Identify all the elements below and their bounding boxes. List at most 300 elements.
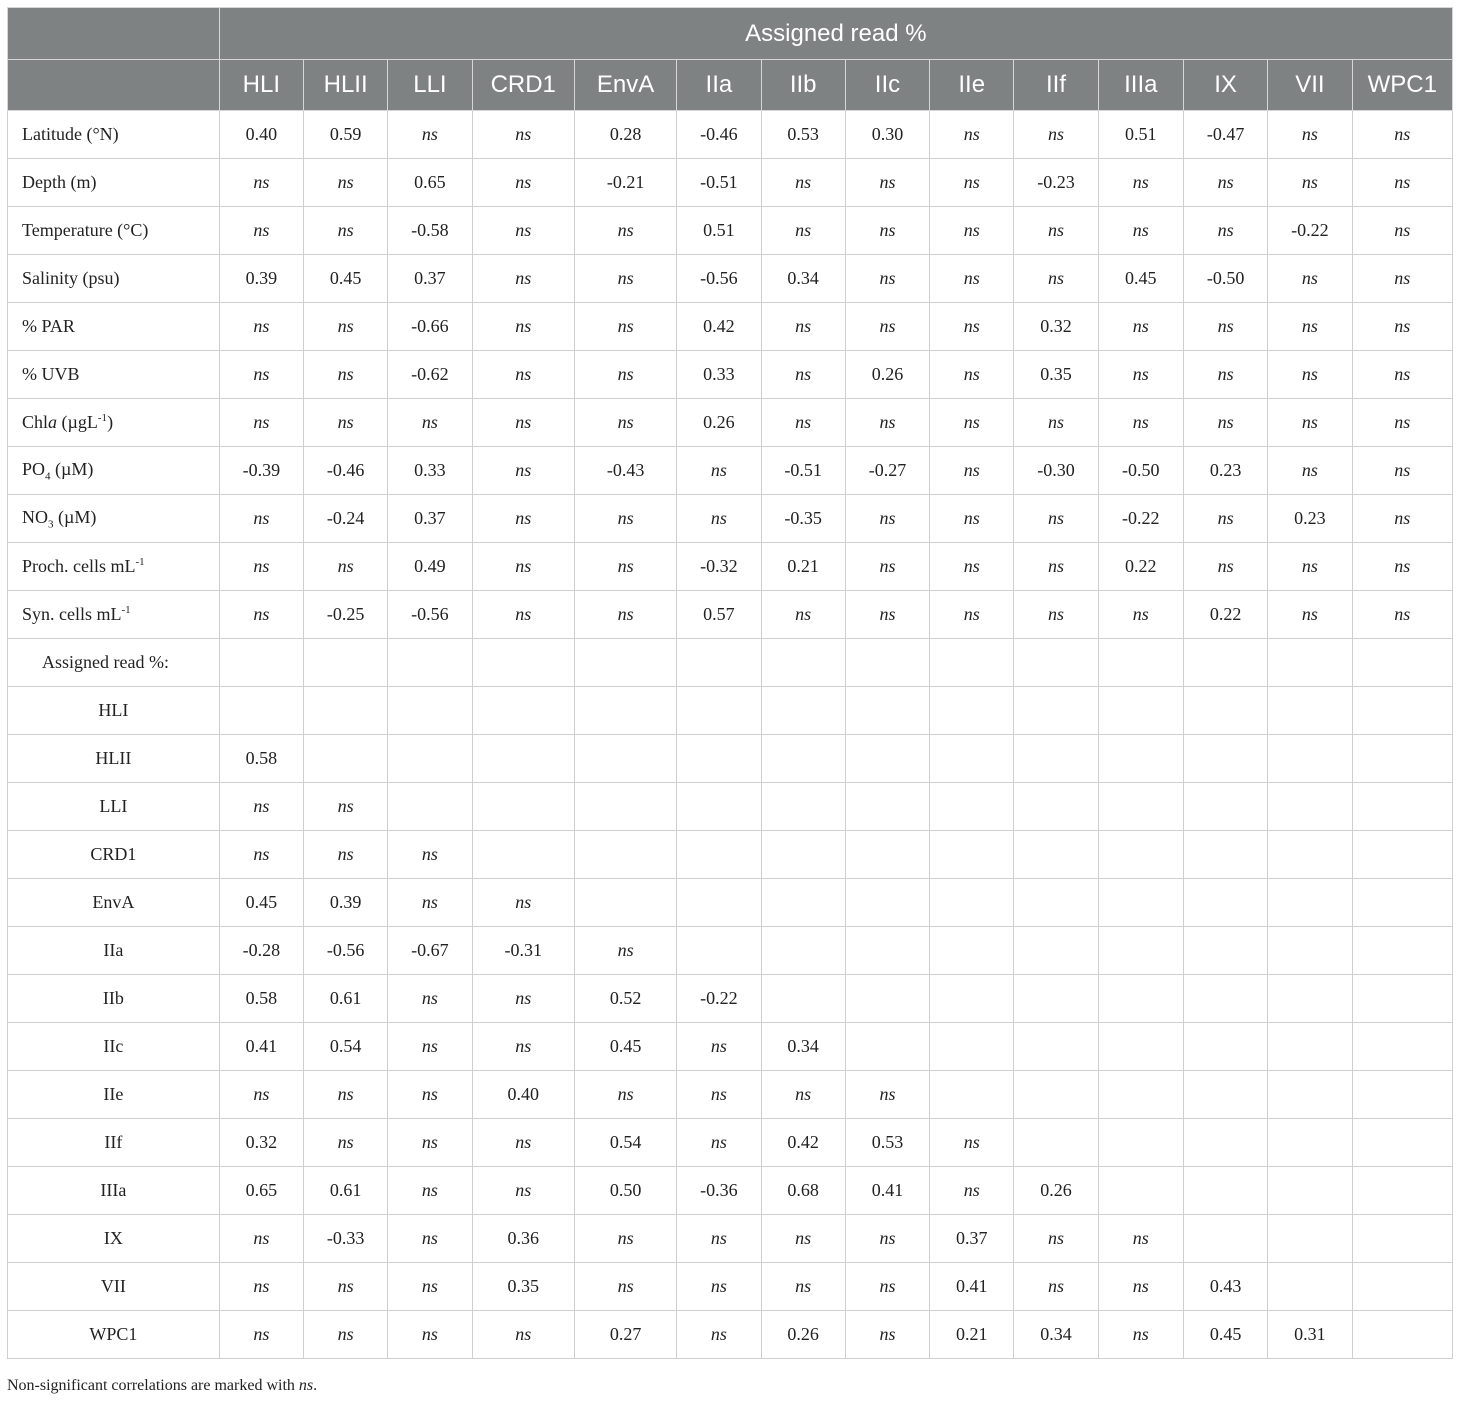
empty-cell	[1098, 735, 1183, 783]
value-cell: ns	[388, 111, 472, 159]
empty-cell	[1098, 927, 1183, 975]
empty-cell	[388, 639, 472, 687]
value-cell: 0.33	[677, 351, 761, 399]
value-cell: -0.31	[472, 927, 574, 975]
value-cell: ns	[574, 255, 676, 303]
value-cell: -0.22	[1098, 495, 1183, 543]
value-cell: ns	[388, 1167, 472, 1215]
value-cell: ns	[1014, 1215, 1098, 1263]
empty-cell	[930, 639, 1014, 687]
value-cell: ns	[677, 1263, 761, 1311]
value-cell: 0.37	[930, 1215, 1014, 1263]
empty-cell	[845, 975, 929, 1023]
value-cell: ns	[1014, 207, 1098, 255]
pair-row	[8, 783, 1453, 831]
value-cell: 0.34	[761, 1023, 845, 1071]
row-label: $PO_4$ (µM)	[8, 447, 220, 495]
value-cell: ns	[1014, 591, 1098, 639]
empty-cell	[388, 735, 472, 783]
empty-cell	[761, 879, 845, 927]
value-cell: 0.28	[574, 111, 676, 159]
empty-cell	[1183, 735, 1267, 783]
empty-cell	[1183, 831, 1267, 879]
value-cell: ns	[472, 351, 574, 399]
empty-cell	[1014, 735, 1098, 783]
value-cell: ns	[574, 1071, 676, 1119]
value-cell: -0.56	[304, 927, 388, 975]
value-cell: ns	[1183, 351, 1267, 399]
value-cell: ns	[1352, 159, 1453, 207]
value-cell: 0.23	[1183, 447, 1267, 495]
row-label: EnvA	[8, 879, 220, 927]
value-cell: -0.32	[677, 543, 761, 591]
value-cell: -0.25	[304, 591, 388, 639]
value-cell: ns	[219, 591, 303, 639]
value-cell: ns	[930, 1119, 1014, 1167]
empty-cell	[845, 831, 929, 879]
value-cell: 0.37	[388, 255, 472, 303]
row-label: IIe	[8, 1071, 220, 1119]
empty-cell	[472, 831, 574, 879]
value-cell: ns	[219, 543, 303, 591]
empty-cell	[1268, 1263, 1352, 1311]
row-label: Latitude (°N)	[8, 111, 220, 159]
value-cell: ns	[1098, 399, 1183, 447]
empty-cell	[472, 687, 574, 735]
value-cell: ns	[304, 351, 388, 399]
value-cell: ns	[930, 255, 1014, 303]
empty-cell	[930, 1071, 1014, 1119]
empty-cell	[472, 639, 574, 687]
value-cell: 0.37	[388, 495, 472, 543]
empty-cell	[1352, 735, 1453, 783]
empty-cell	[1268, 927, 1352, 975]
empty-cell	[930, 783, 1014, 831]
value-cell: ns	[845, 591, 929, 639]
column-header-iiia: IIIa	[1098, 60, 1183, 111]
column-header-iia: IIa	[677, 60, 761, 111]
value-cell: 0.34	[761, 255, 845, 303]
column-header-ix: IX	[1183, 60, 1267, 111]
value-cell: -0.46	[304, 447, 388, 495]
env-row	[8, 303, 1453, 351]
value-cell: ns	[1352, 591, 1453, 639]
value-cell: 0.32	[1014, 303, 1098, 351]
value-cell: 0.22	[1183, 591, 1267, 639]
value-cell: ns	[472, 1023, 574, 1071]
empty-cell	[930, 687, 1014, 735]
empty-cell	[761, 783, 845, 831]
column-header-iic: IIc	[845, 60, 929, 111]
empty-cell	[1014, 1119, 1098, 1167]
column-header-iie: IIe	[930, 60, 1014, 111]
empty-cell	[1183, 1071, 1267, 1119]
env-row	[8, 447, 1453, 495]
group-header: Assigned read %	[219, 8, 1452, 60]
value-cell: ns	[761, 303, 845, 351]
empty-cell	[1352, 831, 1453, 879]
value-cell: ns	[219, 1311, 303, 1359]
empty-cell	[677, 879, 761, 927]
empty-cell	[761, 735, 845, 783]
value-cell: ns	[574, 1215, 676, 1263]
row-label: LLI	[8, 783, 220, 831]
value-cell: ns	[219, 351, 303, 399]
value-cell: -0.58	[388, 207, 472, 255]
row-label: % PAR	[8, 303, 220, 351]
value-cell: ns	[1014, 1263, 1098, 1311]
value-cell: ns	[1352, 207, 1453, 255]
value-cell: ns	[1268, 591, 1352, 639]
empty-cell	[1014, 1023, 1098, 1071]
value-cell: -0.22	[677, 975, 761, 1023]
pair-row	[8, 1071, 1453, 1119]
empty-cell	[761, 687, 845, 735]
value-cell: ns	[845, 543, 929, 591]
value-cell: 0.23	[1268, 495, 1352, 543]
row-label: CRD1	[8, 831, 220, 879]
column-header-iib: IIb	[761, 60, 845, 111]
value-cell: ns	[472, 447, 574, 495]
empty-cell	[1352, 1167, 1453, 1215]
value-cell: ns	[219, 399, 303, 447]
empty-cell	[1098, 1071, 1183, 1119]
value-cell: ns	[1268, 447, 1352, 495]
value-cell: 0.51	[677, 207, 761, 255]
empty-cell	[304, 687, 388, 735]
value-cell: 0.43	[1183, 1263, 1267, 1311]
pair-row	[8, 927, 1453, 975]
empty-cell	[930, 1023, 1014, 1071]
value-cell: 0.61	[304, 1167, 388, 1215]
corner-header-cell	[8, 8, 220, 60]
pair-row	[8, 1023, 1453, 1071]
empty-cell	[1183, 1215, 1267, 1263]
value-cell: 0.52	[574, 975, 676, 1023]
row-label: VII	[8, 1263, 220, 1311]
column-header-wpc1: WPC1	[1352, 60, 1453, 111]
empty-cell	[1268, 1071, 1352, 1119]
empty-cell	[1098, 831, 1183, 879]
value-cell: -0.47	[1183, 111, 1267, 159]
value-cell: ns	[930, 1167, 1014, 1215]
value-cell: -0.30	[1014, 447, 1098, 495]
value-cell: ns	[761, 1263, 845, 1311]
value-cell: -0.24	[304, 495, 388, 543]
value-cell: 0.45	[304, 255, 388, 303]
value-cell: ns	[1014, 399, 1098, 447]
empty-cell	[472, 735, 574, 783]
value-cell: -0.50	[1183, 255, 1267, 303]
empty-cell	[845, 783, 929, 831]
empty-cell	[304, 735, 388, 783]
value-cell: ns	[1183, 543, 1267, 591]
value-cell: 0.65	[219, 1167, 303, 1215]
empty-cell	[1352, 1311, 1453, 1359]
value-cell: 0.49	[388, 543, 472, 591]
value-cell: 0.51	[1098, 111, 1183, 159]
value-cell: 0.57	[677, 591, 761, 639]
value-cell: ns	[677, 447, 761, 495]
value-cell: 0.21	[930, 1311, 1014, 1359]
value-cell: ns	[930, 207, 1014, 255]
value-cell: 0.26	[761, 1311, 845, 1359]
value-cell: ns	[677, 1023, 761, 1071]
value-cell: ns	[1098, 159, 1183, 207]
empty-cell	[1352, 1023, 1453, 1071]
empty-cell	[1098, 639, 1183, 687]
value-cell: ns	[1268, 255, 1352, 303]
empty-cell	[1268, 1167, 1352, 1215]
value-cell: -0.62	[388, 351, 472, 399]
empty-cell	[1352, 783, 1453, 831]
pair-row	[8, 1119, 1453, 1167]
value-cell: 0.39	[219, 255, 303, 303]
value-cell: ns	[304, 1071, 388, 1119]
empty-cell	[845, 879, 929, 927]
empty-cell	[845, 927, 929, 975]
env-row	[8, 543, 1453, 591]
empty-cell	[1014, 975, 1098, 1023]
pair-row	[8, 879, 1453, 927]
value-cell: -0.46	[677, 111, 761, 159]
value-cell: ns	[761, 399, 845, 447]
empty-cell	[219, 687, 303, 735]
value-cell: ns	[1268, 543, 1352, 591]
empty-cell	[845, 639, 929, 687]
value-cell: ns	[388, 1119, 472, 1167]
env-row	[8, 255, 1453, 303]
value-cell: ns	[1268, 111, 1352, 159]
value-cell: ns	[219, 1071, 303, 1119]
empty-cell	[574, 687, 676, 735]
value-cell: ns	[472, 207, 574, 255]
value-cell: ns	[388, 1071, 472, 1119]
value-cell: 0.35	[1014, 351, 1098, 399]
value-cell: ns	[930, 351, 1014, 399]
value-cell: -0.21	[574, 159, 676, 207]
env-row	[8, 207, 1453, 255]
value-cell: ns	[472, 303, 574, 351]
pair-row	[8, 1215, 1453, 1263]
value-cell: -0.39	[219, 447, 303, 495]
value-cell: ns	[1098, 1215, 1183, 1263]
value-cell: -0.22	[1268, 207, 1352, 255]
env-row	[8, 111, 1453, 159]
value-cell: ns	[304, 399, 388, 447]
value-cell: ns	[1098, 207, 1183, 255]
empty-cell	[1268, 639, 1352, 687]
value-cell: ns	[574, 591, 676, 639]
value-cell: -0.56	[388, 591, 472, 639]
value-cell: ns	[1014, 495, 1098, 543]
row-label: $NO_3$ (µM)	[8, 495, 220, 543]
empty-cell	[1352, 1119, 1453, 1167]
value-cell: 0.41	[219, 1023, 303, 1071]
pair-row	[8, 1167, 1453, 1215]
env-row	[8, 495, 1453, 543]
value-cell: ns	[761, 207, 845, 255]
value-cell: ns	[761, 351, 845, 399]
empty-cell	[1183, 1023, 1267, 1071]
empty-cell	[1183, 783, 1267, 831]
empty-cell	[761, 639, 845, 687]
value-cell: ns	[930, 447, 1014, 495]
empty-cell	[1098, 1167, 1183, 1215]
column-header-hli: HLI	[219, 60, 303, 111]
value-cell: 0.26	[845, 351, 929, 399]
value-cell: ns	[472, 495, 574, 543]
empty-cell	[1352, 687, 1453, 735]
value-cell: ns	[472, 1119, 574, 1167]
value-cell: ns	[388, 1311, 472, 1359]
value-cell: ns	[1014, 255, 1098, 303]
value-cell: ns	[304, 783, 388, 831]
value-cell: ns	[574, 927, 676, 975]
value-cell: ns	[845, 1263, 929, 1311]
empty-cell	[574, 879, 676, 927]
empty-cell	[1183, 879, 1267, 927]
value-cell: ns	[304, 1263, 388, 1311]
value-cell: ns	[1098, 591, 1183, 639]
value-cell: ns	[1183, 495, 1267, 543]
value-cell: 0.32	[219, 1119, 303, 1167]
env-row	[8, 351, 1453, 399]
empty-cell	[930, 831, 1014, 879]
empty-cell	[1014, 927, 1098, 975]
value-cell: -0.56	[677, 255, 761, 303]
empty-cell	[845, 1023, 929, 1071]
empty-cell	[1183, 1119, 1267, 1167]
value-cell: ns	[677, 495, 761, 543]
value-cell: ns	[845, 1071, 929, 1119]
value-cell: -0.36	[677, 1167, 761, 1215]
value-cell: ns	[219, 831, 303, 879]
empty-cell	[1352, 1263, 1453, 1311]
section-label: Assigned read %:	[8, 639, 220, 687]
value-cell: ns	[1352, 351, 1453, 399]
value-cell: ns	[388, 1263, 472, 1311]
value-cell: ns	[1014, 111, 1098, 159]
value-cell: ns	[1268, 351, 1352, 399]
value-cell: ns	[1183, 207, 1267, 255]
row-label: HLI	[8, 687, 220, 735]
empty-cell	[761, 831, 845, 879]
env-row	[8, 591, 1453, 639]
empty-cell	[1183, 1167, 1267, 1215]
value-cell: ns	[845, 159, 929, 207]
row-label: HLII	[8, 735, 220, 783]
value-cell: ns	[304, 159, 388, 207]
pair-row	[8, 687, 1453, 735]
value-cell: 0.27	[574, 1311, 676, 1359]
row-label: IIIa	[8, 1167, 220, 1215]
value-cell: 0.68	[761, 1167, 845, 1215]
value-cell: ns	[930, 303, 1014, 351]
value-cell: ns	[219, 207, 303, 255]
value-cell: ns	[677, 1119, 761, 1167]
value-cell: ns	[472, 111, 574, 159]
value-cell: ns	[574, 351, 676, 399]
empty-cell	[1098, 1119, 1183, 1167]
empty-cell	[1352, 975, 1453, 1023]
value-cell: 0.53	[845, 1119, 929, 1167]
value-cell: ns	[472, 159, 574, 207]
empty-cell	[1014, 879, 1098, 927]
value-cell: ns	[472, 591, 574, 639]
value-cell: -0.51	[761, 447, 845, 495]
row-label: Depth (m)	[8, 159, 220, 207]
value-cell: ns	[1183, 159, 1267, 207]
column-header-lli: LLI	[388, 60, 472, 111]
value-cell: ns	[304, 303, 388, 351]
empty-cell	[1268, 831, 1352, 879]
value-cell: ns	[304, 543, 388, 591]
value-cell: ns	[930, 399, 1014, 447]
value-cell: 0.41	[845, 1167, 929, 1215]
empty-cell	[219, 639, 303, 687]
pair-row	[8, 1311, 1453, 1359]
value-cell: ns	[761, 1071, 845, 1119]
value-cell: ns	[1183, 399, 1267, 447]
empty-cell	[930, 735, 1014, 783]
value-cell: ns	[304, 207, 388, 255]
value-cell: ns	[761, 591, 845, 639]
empty-cell	[1183, 975, 1267, 1023]
value-cell: 0.58	[219, 735, 303, 783]
value-cell: ns	[845, 207, 929, 255]
empty-cell	[1268, 735, 1352, 783]
corner-header-cell	[8, 60, 220, 111]
row-label: IX	[8, 1215, 220, 1263]
empty-cell	[1183, 927, 1267, 975]
pair-row	[8, 831, 1453, 879]
empty-cell	[1098, 975, 1183, 1023]
value-cell: ns	[845, 399, 929, 447]
empty-cell	[677, 687, 761, 735]
value-cell: ns	[219, 1263, 303, 1311]
value-cell: ns	[388, 1215, 472, 1263]
value-cell: ns	[761, 159, 845, 207]
value-cell: ns	[304, 1119, 388, 1167]
value-cell: ns	[761, 1215, 845, 1263]
value-cell: ns	[930, 591, 1014, 639]
empty-cell	[1014, 1071, 1098, 1119]
empty-cell	[1268, 783, 1352, 831]
value-cell: ns	[1352, 447, 1453, 495]
pair-row	[8, 975, 1453, 1023]
value-cell: ns	[472, 1167, 574, 1215]
value-cell: ns	[574, 207, 676, 255]
empty-cell	[1352, 879, 1453, 927]
value-cell: -0.67	[388, 927, 472, 975]
value-cell: 0.50	[574, 1167, 676, 1215]
value-cell: -0.35	[761, 495, 845, 543]
empty-cell	[677, 783, 761, 831]
empty-cell	[677, 639, 761, 687]
column-header-crd1: CRD1	[472, 60, 574, 111]
value-cell: 0.31	[1268, 1311, 1352, 1359]
value-cell: ns	[304, 831, 388, 879]
value-cell: ns	[1183, 303, 1267, 351]
empty-cell	[574, 639, 676, 687]
value-cell: ns	[1098, 1311, 1183, 1359]
value-cell: 0.30	[845, 111, 929, 159]
value-cell: 0.26	[1014, 1167, 1098, 1215]
value-cell: -0.43	[574, 447, 676, 495]
empty-cell	[574, 735, 676, 783]
value-cell: 0.42	[761, 1119, 845, 1167]
